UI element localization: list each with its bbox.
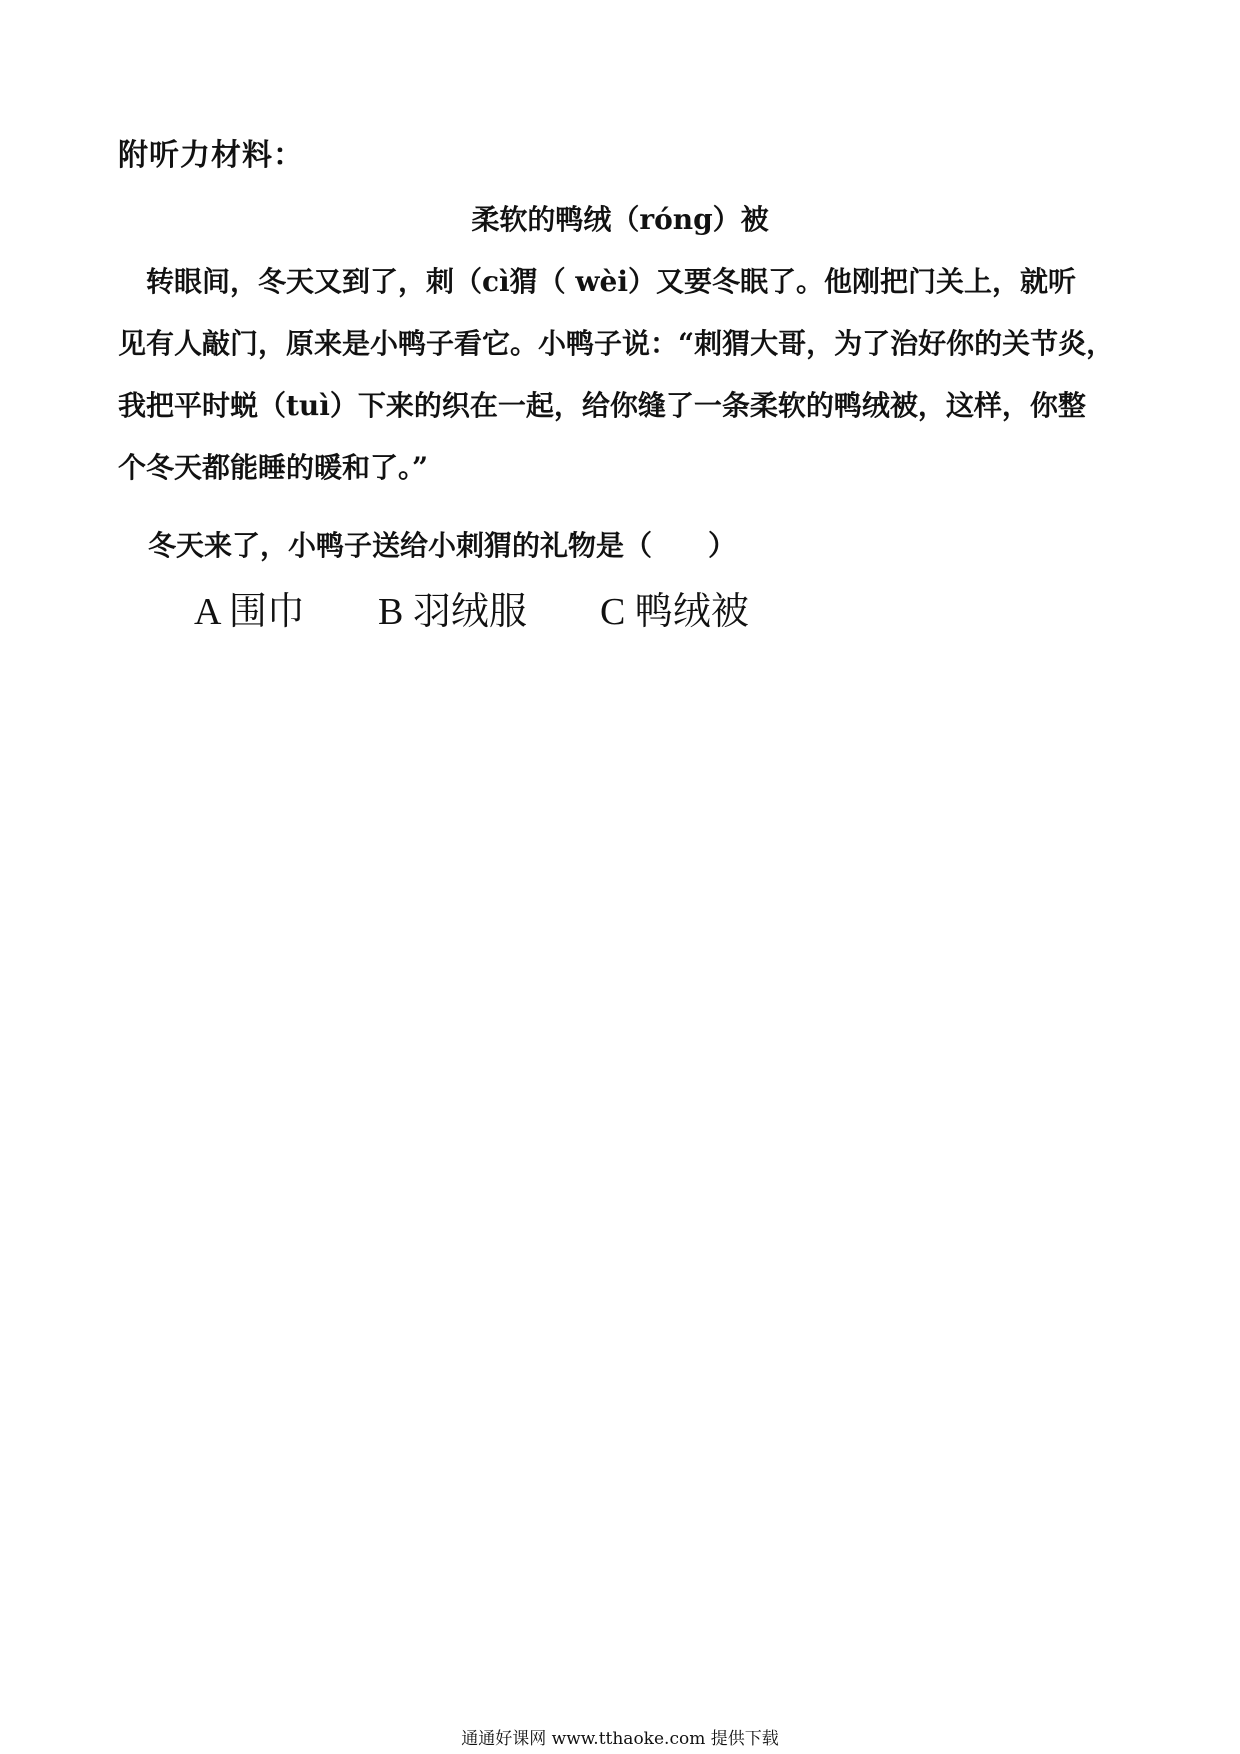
- answer-options: [194, 580, 800, 635]
- option-a: A 围巾: [194, 591, 305, 633]
- story-body: [118, 258, 1128, 506]
- footer-source: 通通好课网 www.tthaoke.com 提供下载: [461, 1729, 779, 1749]
- story-line: 我把平时蜕（tuì）下来的织在一起，给你缝了一条柔软的鸭绒被，这样，你整: [118, 389, 1086, 422]
- story-title-text: 柔软的鸭绒（róng）被: [471, 203, 769, 236]
- story-title: [0, 198, 1240, 238]
- story-line: 个冬天都能睡的暖和了。”: [118, 451, 429, 484]
- question-text: 冬天来了，小鸭子送给小刺猬的礼物是（ ）: [148, 529, 737, 562]
- section-label: 附听力材料：: [118, 138, 304, 173]
- option-c: C 鸭绒被: [600, 591, 749, 633]
- option-b: B 羽绒服: [378, 591, 527, 633]
- story-line: 见有人敲门，原来是小鸭子看它。小鸭子说：“刺猬大哥，为了治好你的关节炎，: [118, 327, 1115, 360]
- story-line: 转眼间，冬天又到了，刺（cì猬（ wèi）又要冬眠了。他刚把门关上，就听: [118, 265, 1076, 298]
